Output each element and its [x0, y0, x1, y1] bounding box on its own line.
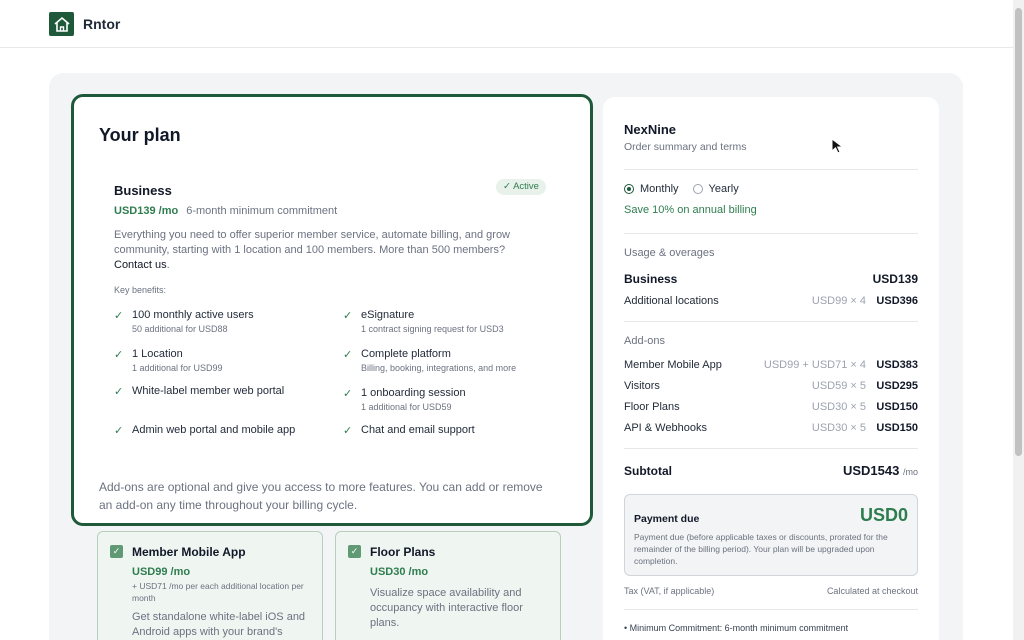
usage-row	[624, 295, 918, 311]
subtotal-unit: /mo	[902, 467, 918, 477]
row-label: Additional locations	[624, 295, 719, 307]
addon-description: Visualize space availability and occupancy with interactive floor plans.	[370, 587, 523, 629]
row-calc: USD30 × 5	[811, 422, 866, 434]
benefit-title: Admin web portal and mobile app	[132, 424, 296, 436]
row-label: Visitors	[624, 380, 660, 392]
addon-price: USD30 /mo	[370, 566, 429, 578]
benefit-title: Chat and email support	[361, 424, 475, 436]
addon-note: Add-ons are optional and give you access to more features. You can add or remove an add-on any time throughout your billing cycle.	[99, 480, 543, 512]
checkbox-checked-icon[interactable]: ✓	[348, 545, 361, 558]
benefit-sub: 50 additional for USD88	[132, 324, 228, 334]
radio-monthly-label[interactable]: Monthly	[640, 183, 679, 195]
divider	[624, 233, 918, 234]
plan-description: Everything you need to offer superior member service, automate billing, and grow community, starting with 1 location and 100 members. More than 500 members? Contact us.	[114, 229, 511, 271]
order-summary	[603, 97, 939, 640]
usage-label: Usage & overages	[624, 247, 715, 259]
minimum-commitment-note: • Minimum Commitment: 6-month minimum commitment	[624, 623, 849, 633]
addon-extra: + USD71 /mo per each additional location per month	[132, 581, 304, 603]
check-icon: ✓	[343, 425, 353, 437]
addon-row	[624, 380, 918, 396]
benefit-title: White-label member web portal	[132, 385, 285, 397]
divider	[624, 321, 918, 322]
top-bar	[0, 0, 1013, 48]
cursor-arrow-icon	[831, 138, 845, 159]
house-icon[interactable]	[49, 12, 74, 36]
tax-label: Tax (VAT, if applicable)	[624, 586, 715, 596]
summary-title: NexNine	[624, 122, 677, 137]
subtotal-row	[624, 463, 918, 481]
summary-subtitle: Order summary and terms	[624, 141, 747, 153]
plan-price: USD139 /mo	[114, 205, 179, 217]
brand-name[interactable]: Rntor	[83, 16, 121, 32]
benefit-title: 100 monthly active users	[132, 309, 254, 321]
benefit-sub: 1 additional for USD99	[132, 363, 223, 373]
payment-due-amount: USD0	[859, 505, 908, 525]
check-icon: ✓	[343, 349, 353, 361]
plan-name: Business	[114, 183, 172, 198]
tax-value: Calculated at checkout	[826, 586, 918, 596]
benefit-title: eSignature	[361, 309, 415, 321]
subtotal-amount: USD1543	[842, 463, 900, 478]
row-amount: USD150	[876, 422, 918, 434]
row-amount: USD383	[876, 359, 918, 371]
check-icon: ✓	[114, 425, 124, 437]
plan-price-line	[114, 205, 337, 217]
radio-yearly-label[interactable]: Yearly	[708, 183, 739, 195]
row-calc: USD59 × 5	[811, 380, 866, 392]
row-calc: USD99 + USD71 × 4	[763, 359, 866, 371]
billing-toggle	[624, 183, 739, 195]
addon-card-member-mobile-app[interactable]	[97, 531, 323, 640]
radio-yearly[interactable]	[693, 184, 703, 194]
row-amount: USD139	[872, 272, 918, 286]
subtotal-label: Subtotal	[624, 464, 672, 478]
check-icon: ✓	[114, 386, 124, 398]
benefit-title: 1 onboarding session	[361, 387, 466, 399]
row-calc: USD99 × 4	[811, 295, 866, 307]
divider	[624, 169, 918, 170]
addon-card-floor-plans[interactable]	[335, 531, 561, 640]
addon-name: Member Mobile App	[132, 545, 246, 559]
benefit-sub: Billing, booking, integrations, and more	[361, 363, 517, 373]
addon-name: Floor Plans	[370, 545, 436, 559]
scrollbar-thumb[interactable]	[1015, 8, 1022, 456]
status-badge: ✓ Active	[496, 179, 546, 195]
row-calc: USD30 × 5	[811, 401, 866, 413]
radio-monthly[interactable]	[624, 184, 634, 194]
check-icon: ✓	[343, 310, 353, 322]
plan-description-text: Everything you need to offer superior member service, automate billing, and grow community, starting with 1 location and 100 members. More than 500 members?	[114, 229, 511, 256]
addon-row	[624, 401, 918, 417]
benefit-title: 1 Location	[132, 348, 183, 360]
addon-price: USD99 /mo	[132, 566, 191, 578]
benefit-sub: 1 additional for USD59	[361, 402, 452, 412]
payment-due-label: Payment due	[634, 513, 700, 525]
row-label: Member Mobile App	[624, 359, 722, 371]
save-note: Save 10% on annual billing	[624, 204, 757, 216]
benefit-title: Complete platform	[361, 348, 451, 360]
plan-card	[71, 94, 593, 526]
addon-row	[624, 422, 918, 438]
plan-commitment: 6-month minimum commitment	[186, 205, 338, 217]
check-icon: ✓	[343, 388, 353, 400]
payment-due-box	[624, 494, 918, 576]
tax-row	[624, 586, 918, 596]
payment-due-note: Payment due (before applicable taxes or discounts, prorated for the remainder of the billing period). Your plan will be upgraded upon completion.	[634, 532, 888, 566]
check-icon: ✓	[114, 349, 124, 361]
row-amount: USD295	[876, 380, 918, 392]
row-label: API & Webhooks	[624, 422, 707, 434]
addons-label: Add-ons	[624, 335, 665, 347]
addon-description: Get standalone white-label iOS and Android apps with your brand's	[132, 611, 306, 638]
key-benefits-label: Key benefits:	[114, 285, 167, 295]
row-amount: USD396	[876, 295, 918, 307]
usage-row	[624, 272, 918, 288]
row-amount: USD150	[876, 401, 918, 413]
checkbox-checked-icon[interactable]: ✓	[110, 545, 123, 558]
contact-us-link[interactable]: Contact us	[114, 259, 167, 271]
row-label: Business	[624, 272, 678, 286]
divider	[624, 448, 918, 449]
row-label: Floor Plans	[624, 401, 680, 413]
addon-row	[624, 359, 918, 375]
divider	[624, 609, 918, 610]
page-scrollbar[interactable]	[1013, 0, 1024, 640]
check-icon: ✓	[114, 310, 124, 322]
benefit-sub: 1 contract signing request for USD3	[361, 324, 504, 334]
plan-heading: Your plan	[99, 125, 181, 145]
